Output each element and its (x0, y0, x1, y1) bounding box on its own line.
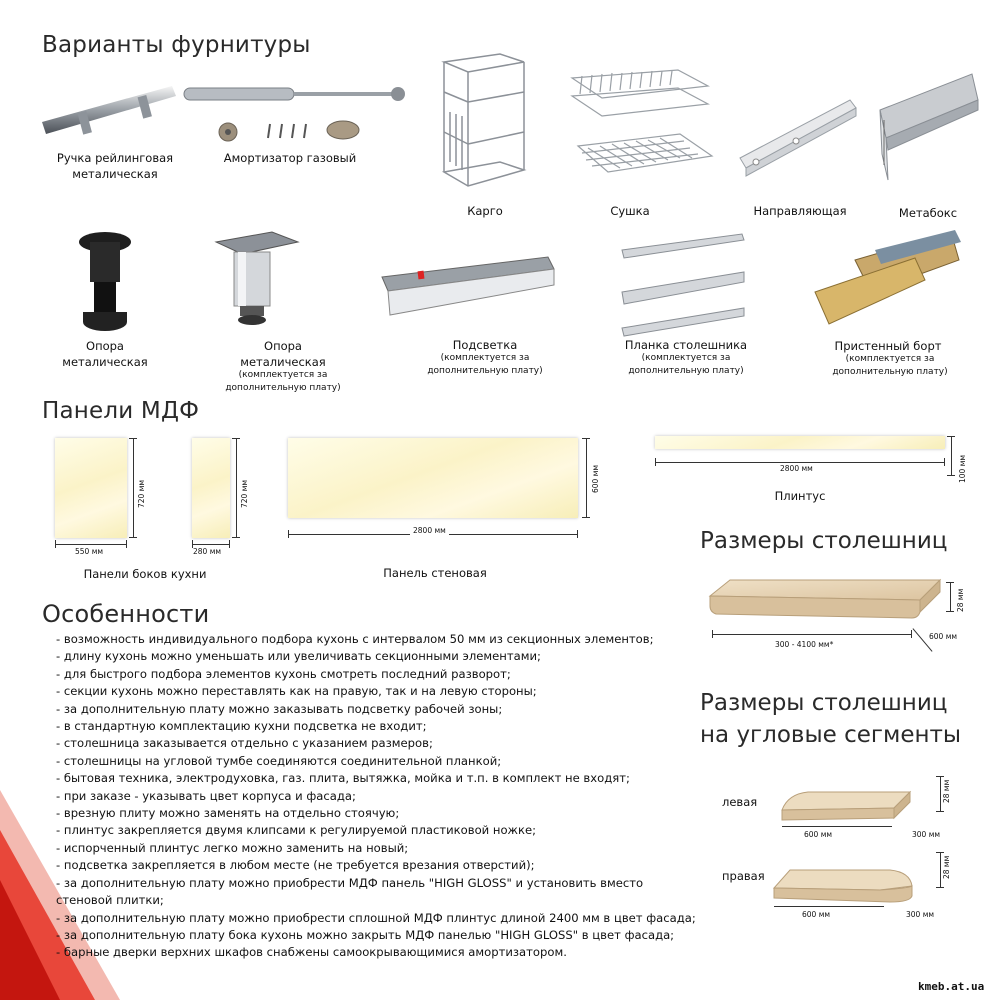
feature-item: - при заказе - указывать цвет корпуса и фасада; (56, 788, 356, 803)
feature-item: - подсветка закрепляется в любом месте (не требуется врезания отверстий); (56, 858, 535, 873)
features-title: Особенности (42, 600, 210, 628)
hw-note-strip: (комплектуется за дополнительную плату) (628, 353, 744, 376)
dim-wall-w: 2800 мм (410, 526, 449, 535)
dim-corner-right-depth: 300 мм (906, 910, 935, 919)
dish-dryer-image (568, 68, 718, 198)
hw-label-metabox: Метабокс (898, 206, 958, 220)
features-list (56, 631, 696, 962)
cargo-basket-image (440, 52, 530, 192)
wall-panel (288, 438, 578, 518)
feature-item: - за дополнительную плату можно заказывать подсветку рабочей зоны; (56, 701, 503, 716)
mdf-title: Панели МДФ (42, 398, 200, 424)
feature-item: стеновой плитки; (56, 893, 164, 908)
led-light-image (378, 255, 558, 325)
dim-corner-left-depth: 300 мм (912, 830, 941, 839)
dim-side1-w: 550 мм (75, 547, 104, 556)
dim-corner-right-thickness: 28 мм (942, 855, 951, 879)
feature-item: - за дополнительную плату можно приобрести МДФ панель "HIGH GLOSS" и установить вместо (56, 875, 644, 890)
feature-item: - врезную плиту можно заменять на отдельно стоячую; (56, 806, 400, 821)
dim-corner-left-thickness: 28 мм (942, 779, 951, 803)
hw-note-border: (комплектуется за дополнительную плату) (832, 354, 948, 377)
feature-item: - столешница заказывается отдельно с указанием размеров; (56, 736, 433, 751)
feature-item: - для быстрого подбора элементов кухонь смотреть последний разворот; (56, 666, 511, 681)
hw-label-gas-spring: Амортизатор газовый (223, 151, 357, 165)
leg-plastic-image (70, 230, 140, 340)
corner-right-image (770, 866, 920, 910)
hw-label-border: Пристенный борт (834, 339, 942, 353)
plinth-caption: Плинтус (774, 489, 826, 503)
hw-label-light: Подсветка (452, 338, 518, 352)
rail-handle-image (40, 82, 180, 142)
feature-item: - бытовая техника, электродуховка, газ. плита, вытяжка, мойка и т.п. в комплект не входят; (56, 771, 630, 786)
dim-plinth-w: 2800 мм (780, 464, 813, 473)
feature-item: - испорченный плинтус легко можно заменить на новый; (56, 840, 409, 855)
countertops-title: Размеры столешниц (700, 528, 948, 554)
hw-label-rail-handle: Ручка рейлинговая металическая (56, 151, 174, 181)
countertop-strip-image (618, 232, 753, 332)
feature-item: - столешницы на угловой тумбе соединяются соединительной планкой; (56, 753, 502, 768)
plinth-panel (655, 436, 945, 449)
dim-side2-w: 280 мм (193, 547, 222, 556)
feature-item: - в стандартную комплектацию кухни подсветка не входит; (56, 719, 427, 734)
corner-left-label: левая (722, 795, 758, 809)
feature-item: - секции кухонь можно переставлять как на правую, так и на левую стороны; (56, 684, 537, 699)
dim-side1-h: 720 мм (137, 479, 146, 508)
hw-note-leg-2: (комплектуется за дополнительную плату) (225, 370, 341, 393)
hw-label-leg-1: Опора металическая (62, 339, 148, 369)
side-panel-280 (192, 438, 230, 538)
corner-title-line2: на угловые сегменты (700, 722, 962, 748)
countertop-image (708, 578, 948, 648)
drawer-runner-image (736, 96, 861, 186)
feature-item: - за дополнительную плату можно приобрести сплошной МДФ плинтус длиной 2400 мм в цвет фасада; (56, 910, 696, 925)
wall-border-image (815, 230, 965, 330)
watermark: kmeb.at.ua (918, 980, 985, 993)
feature-item: - длину кухонь можно уменьшать или увеличивать секционными элементами; (56, 649, 541, 664)
side-panel-550 (55, 438, 127, 538)
hw-label-cargo: Карго (467, 204, 503, 218)
dim-wall-h: 600 мм (591, 464, 600, 493)
corner-title-line1: Размеры столешниц (700, 690, 948, 716)
feature-item: - барные дверки верхних шкафов снабжены самоокрывающимися амортизатором. (56, 945, 567, 960)
hw-label-runner: Направляющая (753, 204, 847, 218)
side-panels-caption: Панели боков кухни (83, 567, 207, 581)
corner-right-label: правая (722, 869, 765, 883)
metabox-image (876, 70, 981, 190)
dim-plinth-h: 100 мм (958, 454, 967, 483)
feature-item: - плинтус закрепляется двумя клипсами к регулируемой пластиковой ножке; (56, 823, 537, 838)
hw-note-light: (комплектуется за дополнительную плату) (427, 353, 543, 376)
dim-corner-left-width: 600 мм (804, 830, 833, 839)
feature-item: - возможность индивидуального подбора кухонь с интервалом 50 мм из секционных элементов; (56, 632, 654, 646)
wall-panel-caption: Панель стеновая (383, 566, 487, 580)
hw-label-strip: Планка столешника (624, 338, 748, 352)
feature-item: - за дополнительную плату бока кухонь можно закрыть МДФ панелью "HIGH GLOSS" в цвет фасада; (56, 927, 675, 942)
dim-countertop-thickness: 28 мм (956, 588, 965, 612)
hardware-title: Варианты фурнитуры (42, 32, 311, 58)
hw-label-leg-2: Опора металическая (240, 339, 326, 369)
gas-spring-image (180, 82, 415, 152)
hw-label-dryer: Сушка (610, 204, 650, 218)
dim-side2-h: 720 мм (240, 479, 249, 508)
leg-metal-image (212, 230, 302, 330)
dim-countertop-length: 300 - 4100 мм* (775, 640, 834, 649)
dim-corner-right-width: 600 мм (802, 910, 831, 919)
corner-left-image (778, 788, 918, 828)
dim-countertop-depth: 600 мм (929, 632, 958, 641)
